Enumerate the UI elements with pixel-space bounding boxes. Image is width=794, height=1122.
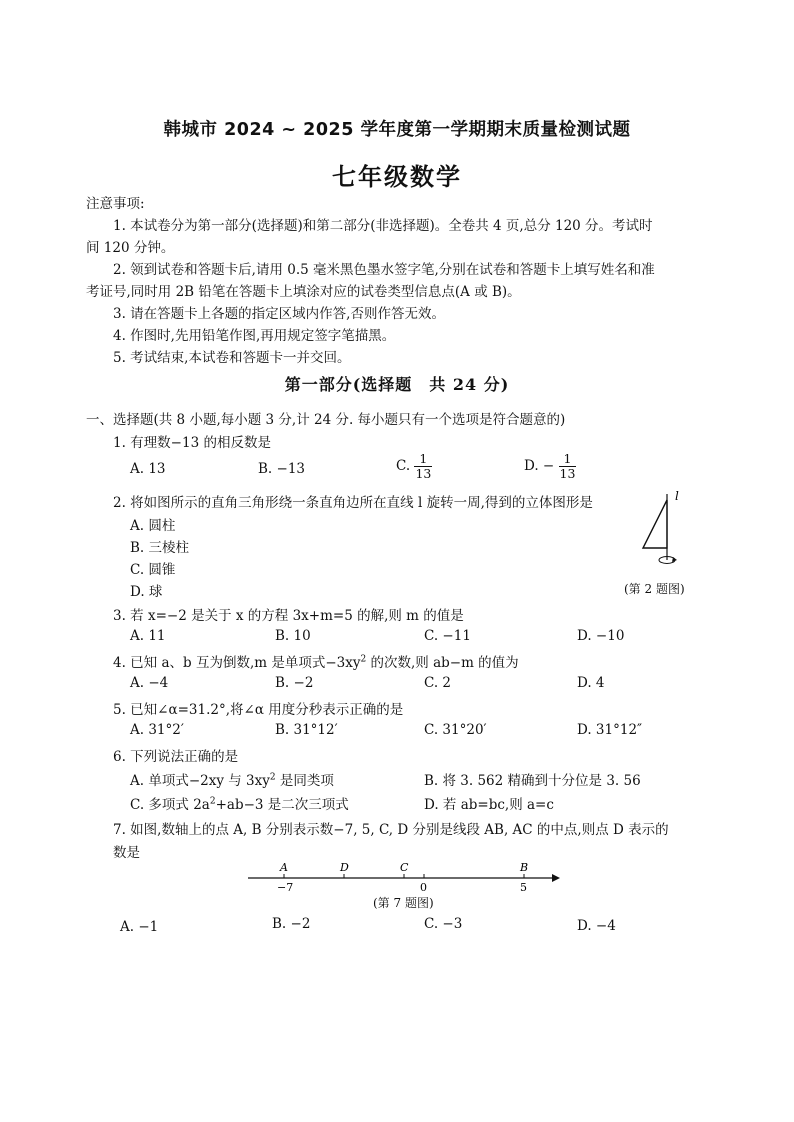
note-item-5: 5. 考试结束,本试卷和答题卡一并交回。 — [113, 350, 351, 366]
q4-option-a: A. −4 — [130, 675, 169, 691]
q7-label-a: A — [280, 861, 288, 874]
q7-stem-a: 7. 如图,数轴上的点 A, B 分别表示数−7, 5, C, D 分别是线段 AB, AC 的中点,则点 D 表示的 — [113, 822, 669, 838]
q1-option-c-prefix: C. — [396, 458, 411, 474]
note-item-1b: 间 120 分钟。 — [86, 240, 175, 256]
q1-c-numerator: 1 — [414, 452, 432, 467]
q7-stem-b: 数是 — [113, 845, 140, 861]
q4-stem-a: 4. 已知 a、b 互为倒数,m 是单项式−3xy — [113, 655, 361, 671]
q5-option-d: D. 31°12″ — [577, 722, 643, 738]
q3-option-c: C. −11 — [424, 628, 471, 644]
q7-tick-5: 5 — [520, 881, 527, 894]
q2-option-d: D. 球 — [130, 584, 163, 600]
notes-heading: 注意事项: — [86, 196, 145, 212]
q6-a-pre: A. 单项式−2xy 与 3xy — [130, 773, 270, 789]
exam-title: 韩城市 2024 ~ 2025 学年度第一学期期末质量检测试题 — [163, 120, 631, 140]
q5-option-a: A. 31°2′ — [130, 722, 184, 738]
q2-right-triangle — [643, 500, 667, 548]
q4-option-b: B. −2 — [275, 675, 314, 691]
q3-stem: 3. 若 x=−2 是关于 x 的方程 3x+m=5 的解,则 m 的值是 — [113, 608, 464, 624]
q4-stem-sup: 2 — [360, 654, 367, 665]
q7-number-line — [240, 858, 565, 896]
q6-option-a — [130, 769, 334, 789]
q1-c-denominator: 13 — [415, 466, 432, 481]
q6-a-sup: 2 — [269, 772, 276, 783]
q6-option-d: D. 若 ab=bc,则 a=c — [424, 797, 554, 813]
q4-stem — [113, 651, 519, 671]
q7-axis-arrow — [552, 874, 560, 882]
note-item-3: 3. 请在答题卡上各题的指定区域内作答,否则作答无效。 — [113, 306, 445, 322]
q1-option-c-fraction — [414, 452, 432, 481]
q1-option-d-fraction — [559, 452, 577, 481]
q2-figure-caption: (第 2 题图) — [624, 582, 685, 596]
note-item-2b: 考证号,同时用 2B 铅笔在答题卡上填涂对应的试卷类型信息点(A 或 B)。 — [86, 284, 521, 300]
q7-tick-neg7: −7 — [277, 881, 294, 894]
note-item-2a: 2. 领到试卷和答题卡后,请用 0.5 毫米黑色墨水签字笔,分别在试卷和答题卡上填写姓名和准 — [113, 262, 655, 278]
q1-d-denominator: 13 — [559, 466, 576, 481]
q6-stem: 6. 下列说法正确的是 — [113, 749, 239, 765]
q3-option-b: B. 10 — [275, 628, 311, 644]
q6-c-post: +ab−3 是二次三项式 — [215, 797, 349, 813]
q1-stem: 1. 有理数−13 的相反数是 — [113, 435, 271, 451]
q2-axis-label: l — [675, 489, 679, 503]
q5-stem: 5. 已知∠α=31.2°,将∠α 用度分秒表示正确的是 — [113, 702, 404, 718]
q7-tick-0: 0 — [420, 881, 427, 894]
q4-option-c: C. 2 — [424, 675, 452, 691]
q5-option-b: B. 31°12′ — [275, 722, 338, 738]
part1-title: 第一部分(选择题 共 24 分) — [284, 375, 510, 394]
subject-title: 七年级数学 — [332, 163, 462, 191]
q6-option-c — [130, 793, 349, 813]
q6-a-post: 是同类项 — [275, 773, 334, 789]
q5-option-c: C. 31°20′ — [424, 722, 487, 738]
q2-option-a: A. 圆柱 — [130, 518, 176, 534]
q7-option-a: A. −1 — [120, 919, 159, 935]
q4-option-d: D. 4 — [577, 675, 605, 691]
q7-option-d: D. −4 — [577, 918, 616, 934]
q3-option-a: A. 11 — [130, 628, 166, 644]
q2-stem: 2. 将如图所示的直角三角形绕一条直角边所在直线 l 旋转一周,得到的立体图形是 — [113, 495, 593, 511]
q1-option-c — [396, 452, 432, 481]
q7-option-c: C. −3 — [424, 916, 463, 932]
q1-option-a: A. 13 — [130, 461, 166, 477]
q6-c-pre: C. 多项式 2a — [130, 797, 210, 813]
note-item-1a: 1. 本试卷分为第一部分(选择题)和第二部分(非选择题)。全卷共 4 页,总分 120 分。考试时 — [113, 218, 653, 234]
note-item-4: 4. 作图时,先用铅笔作图,再用规定签字笔描黑。 — [113, 328, 396, 344]
q6-option-b: B. 将 3. 562 精确到十分位是 3. 56 — [424, 773, 641, 789]
q2-triangle-figure — [625, 486, 695, 576]
q1-option-d-prefix: D. − — [524, 458, 555, 474]
part1-instruction: 一、选择题(共 8 小题,每小题 3 分,计 24 分. 每小题只有一个选项是符合题意的) — [86, 412, 566, 428]
q4-stem-b: 的次数,则 ab−m 的值为 — [366, 655, 519, 671]
q7-label-d: D — [340, 861, 349, 874]
q7-label-c: C — [400, 861, 409, 874]
q2-option-c: C. 圆锥 — [130, 562, 176, 578]
q1-option-d — [524, 452, 576, 481]
q2-option-b: B. 三棱柱 — [130, 540, 190, 556]
q1-d-numerator: 1 — [559, 452, 577, 467]
q3-option-d: D. −10 — [577, 628, 625, 644]
q7-figure-caption: (第 7 题图) — [373, 896, 434, 910]
q6-c-sup: 2 — [209, 796, 216, 807]
q7-option-b: B. −2 — [272, 916, 311, 932]
q1-option-b: B. −13 — [258, 461, 305, 477]
q7-label-b: B — [520, 861, 529, 874]
